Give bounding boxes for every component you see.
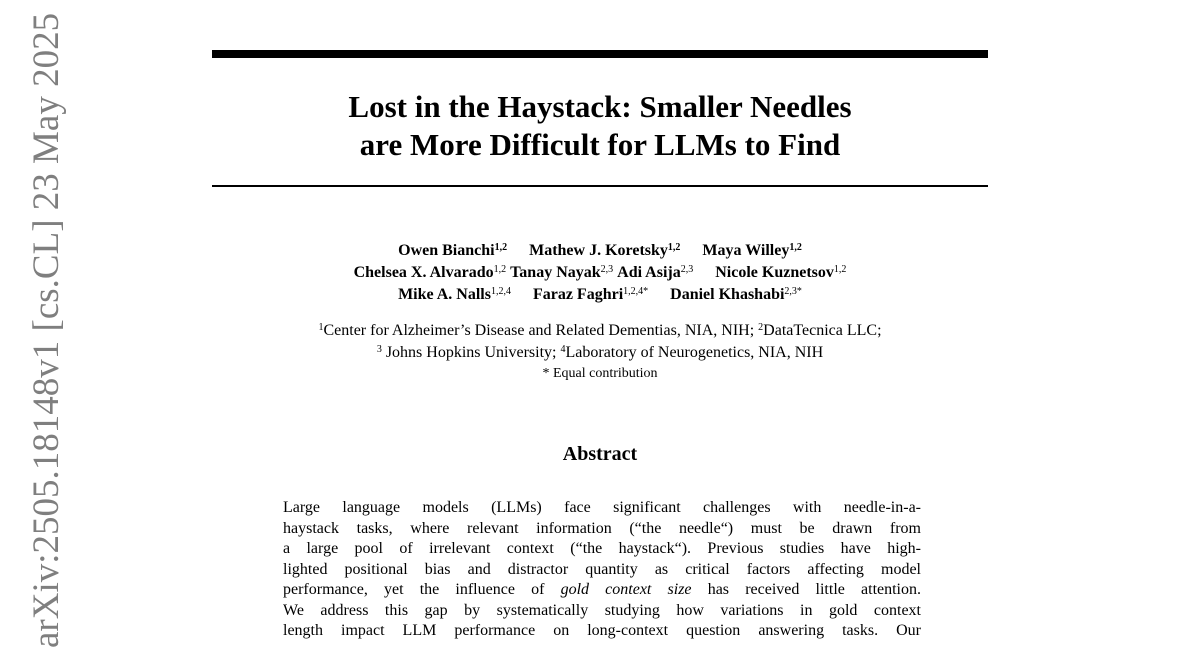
title-top-rule xyxy=(212,50,988,58)
abstract-line: a large pool of irrelevant context (“the haystack“). Previous studies have high- xyxy=(283,540,921,557)
abstract-line: length impact LLM performance on long-context question answering tasks. Our xyxy=(283,622,921,639)
abstract-line: performance, yet the influence of gold context size has received little attention. xyxy=(283,581,922,598)
abstract-line: Large language models (LLMs) face significant challenges with needle-in-a- xyxy=(283,499,921,516)
abstract-body xyxy=(283,498,921,642)
abstract-line: haystack tasks, where relevant information (“the needle“) must be drawn from xyxy=(283,519,921,537)
title-bottom-rule xyxy=(212,185,988,187)
gold-context-size-emphasis: gold context size xyxy=(560,581,692,598)
affiliation-line-2: $^3$ Johns Hopkins University; $^4$Laboratory of Neurogenetics, NIA, NIH xyxy=(376,344,824,361)
author: Nicole Kuznetsov$^{1,2}$ xyxy=(715,264,847,281)
author: Owen Bianchi$^{1,2}$ xyxy=(398,242,508,259)
author-line-3 xyxy=(212,284,988,306)
author-block xyxy=(212,240,988,306)
affiliation-block xyxy=(212,320,988,384)
author: Chelsea X. Alvarado$^{1,2}$ xyxy=(353,264,507,281)
title-line-2: are More Difficult for LLMs to Find xyxy=(359,127,841,162)
author: Daniel Khashabi$^{2,3*}$ xyxy=(670,286,802,303)
author: Maya Willey$^{1,2}$ xyxy=(702,242,802,259)
abstract-line: We address this gap by systematically studying how variations in gold context xyxy=(283,601,921,619)
equal-contribution-note: * Equal contribution xyxy=(542,366,658,381)
author: Faraz Faghri$^{1,2,4*}$ xyxy=(532,286,649,303)
abstract-heading: Abstract xyxy=(562,443,638,465)
arxiv-side-stamp: arXiv:2505.18148v1 [cs.CL] 23 May 2025 xyxy=(26,12,67,648)
author-line-2 xyxy=(212,262,988,284)
author: Mike A. Nalls$^{1,2,4}$ xyxy=(398,286,511,303)
author-line-1 xyxy=(212,240,988,262)
affiliation-line-1: $^1$Center for Alzheimer’s Disease and Related Dementias, NIA, NIH; $^2$DataTecnica LLC; xyxy=(318,322,882,339)
abstract-line: lighted positional bias and distractor quantity as critical factors affecting model xyxy=(283,560,921,578)
author: Adi Asija$^{2,3}$ xyxy=(617,264,694,281)
author: Mathew J. Koretsky$^{1,2}$ xyxy=(529,242,681,259)
paper-title xyxy=(212,88,988,164)
title-line-1: Lost in the Haystack: Smaller Needles xyxy=(348,89,852,124)
author: Tanay Nayak$^{2,3}$ xyxy=(510,264,614,281)
